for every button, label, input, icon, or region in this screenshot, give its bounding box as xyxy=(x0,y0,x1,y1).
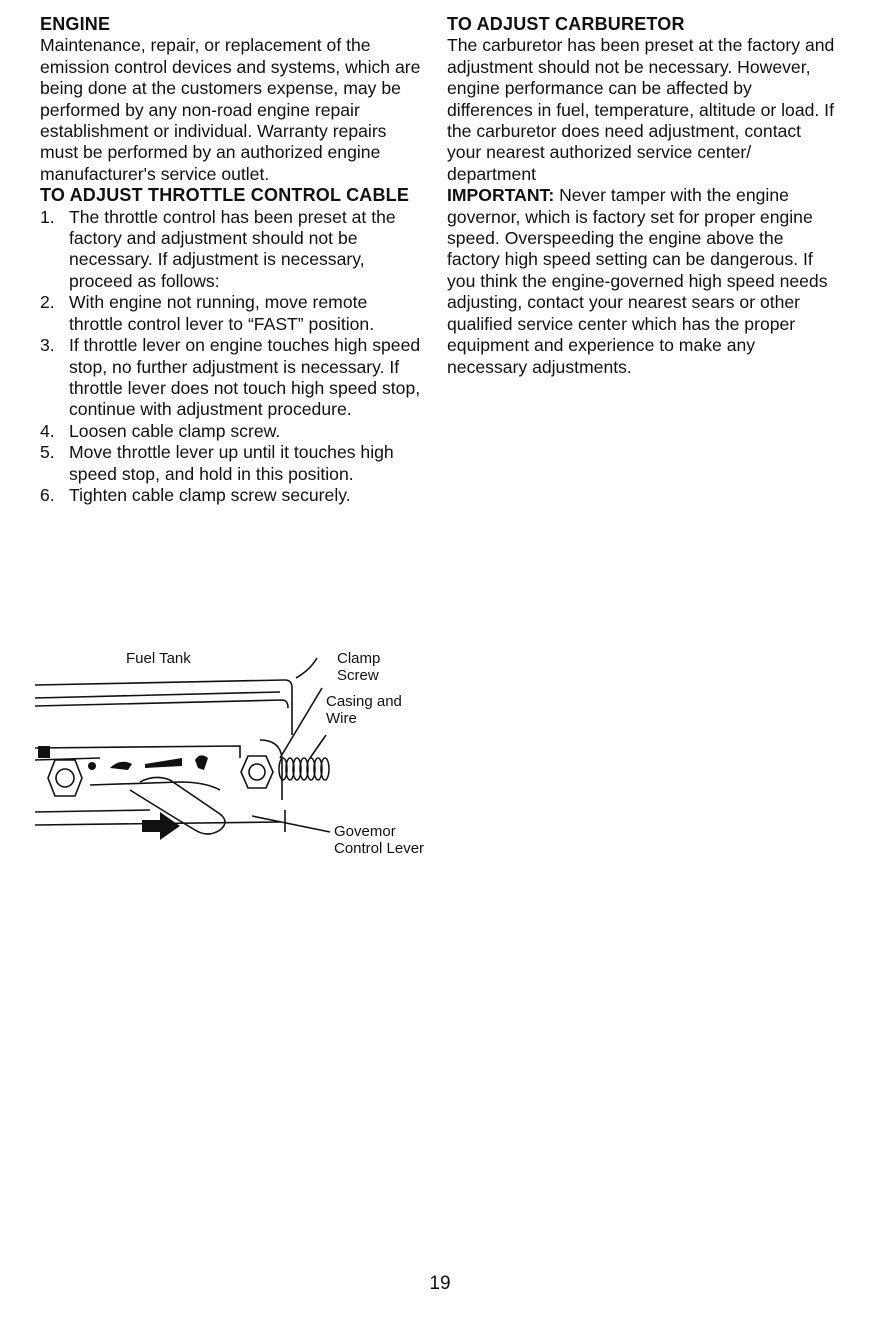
throttle-cable-illustration xyxy=(30,640,440,890)
step-number: 5. xyxy=(40,442,55,463)
step-text: The throttle control has been preset at the factory and adjustment should not be necessary. If adjustment is necessary, proceed as follows: xyxy=(69,206,396,291)
step-text: Tighten cable clamp screw securely. xyxy=(69,484,351,505)
step-text: With engine not running, move remote throttle control lever to “FAST” position. xyxy=(69,292,375,334)
important-paragraph xyxy=(447,185,837,378)
important-label: IMPORTANT: xyxy=(447,185,555,206)
important-text: Never tamper with the engine governor, which is factory set for proper engine speed. Overspeeding the engine above the factory high speed setting can be dangerous. If you think the engine-governed high speed needs adjusting, contact your nearest sears or other qualified service center which has the proper equipment and experience to make any necessary adjustments. xyxy=(447,185,828,377)
step-number: 2. xyxy=(40,292,55,313)
left-column xyxy=(40,14,425,506)
step-number: 4. xyxy=(40,420,55,441)
engine-heading: ENGINE xyxy=(40,14,111,34)
list-item xyxy=(40,207,425,293)
step-number: 1. xyxy=(40,206,55,227)
clamp-screw-label: Clamp Screw xyxy=(337,650,381,684)
step-text: Move throttle lever up until it touches high speed stop, and hold in this position. xyxy=(69,442,394,484)
list-item xyxy=(40,421,425,442)
list-item xyxy=(40,292,425,335)
carburetor-heading: TO ADJUST CARBURETOR xyxy=(447,14,685,34)
step-text: Loosen cable clamp screw. xyxy=(69,420,281,441)
step-number: 3. xyxy=(40,335,55,356)
right-column xyxy=(447,14,837,378)
casing-wire-label: Casing and Wire xyxy=(326,693,402,727)
step-number: 6. xyxy=(40,484,55,505)
fuel-tank-label: Fuel Tank xyxy=(126,650,191,667)
step-text: If throttle lever on engine touches high speed stop, no further adjustment is necessary. If throttle lever does not touch high speed stop, continue with adjustment procedure. xyxy=(69,335,421,420)
throttle-heading: TO ADJUST THROTTLE CONTROL CABLE xyxy=(40,185,410,206)
carburetor-paragraph: The carburetor has been preset at the factory and adjustment should not be necessary. However, engine performance can be affected by differences in fuel, temperature, altitude or load. If the carburetor does need adjustment, contact your nearest authorized service center/ department xyxy=(447,35,835,184)
engine-paragraph: Maintenance, repair, or replacement of the emission control devices and systems, which are being done at the customers expense, may be performed by any non-road engine repair establishment or individual. Warranty repairs must be performed by an authorized engine manufacturer's service outlet. xyxy=(40,35,421,184)
throttle-steps xyxy=(40,207,425,507)
governor-lever-label: Govemor Control Lever xyxy=(334,823,425,857)
list-item xyxy=(40,485,425,506)
list-item xyxy=(40,442,425,485)
list-item xyxy=(40,335,425,421)
page-number: 19 xyxy=(429,1273,451,1294)
